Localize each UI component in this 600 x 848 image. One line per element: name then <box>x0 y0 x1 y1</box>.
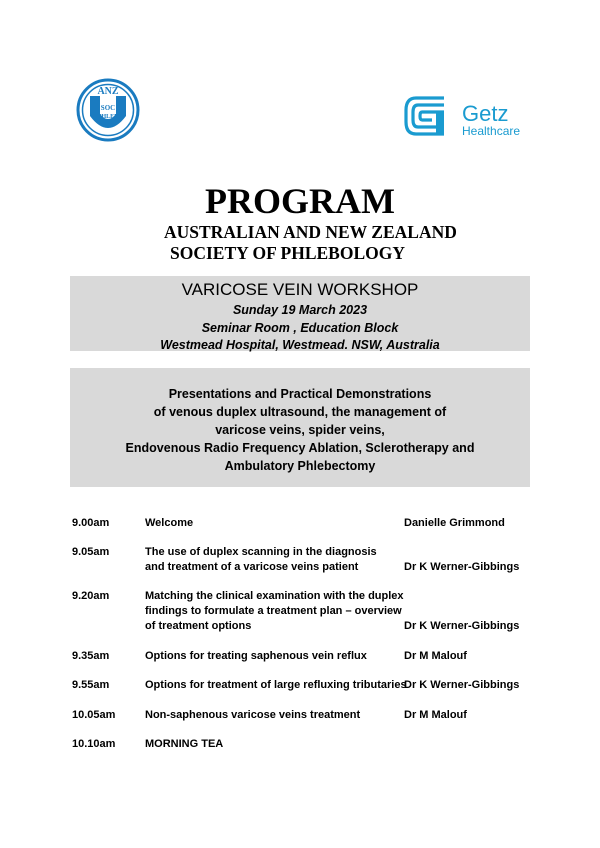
workshop-venue: Seminar Room , Education Block <box>201 321 399 335</box>
anz-logo-text-top: ANZ <box>97 86 119 97</box>
presentations-box <box>70 368 530 487</box>
schedule-description: Options for treating saphenous vein reflux <box>145 650 367 662</box>
schedule-description: Options for treatment of large refluxing tributaries <box>145 679 407 691</box>
society-name-line-2: SOCIETY OF PHLEBOLOGY <box>170 243 405 263</box>
schedule-time: 9.55am <box>72 679 110 691</box>
schedule-description: MORNING TEA <box>145 738 224 750</box>
schedule-description: findings to formulate a treatment plan – overview <box>145 605 402 617</box>
schedule-description: of treatment options <box>145 620 252 632</box>
anz-logo-text-bottom: PHLEB <box>97 114 119 120</box>
schedule-time: 9.00am <box>72 517 110 529</box>
schedule-time: 9.05am <box>72 546 110 558</box>
schedule-description: Non-saphenous varicose veins treatment <box>145 709 361 721</box>
presentations-line: Ambulatory Phlebectomy <box>224 459 376 473</box>
society-name-line-1: AUSTRALIAN AND NEW ZEALAND <box>164 222 457 242</box>
schedule-speaker: Dr K Werner-Gibbings <box>404 620 520 632</box>
schedule-time: 10.05am <box>72 709 116 721</box>
schedule-time: 9.35am <box>72 650 110 662</box>
presentations-line: of venous duplex ultrasound, the management of <box>153 405 447 419</box>
presentations-line: Endovenous Radio Frequency Ablation, Sclerotherapy and <box>125 441 475 455</box>
workshop-info-box <box>70 276 530 351</box>
workshop-date: Sunday 19 March 2023 <box>232 303 368 317</box>
anz-logo-text-mid: SOC <box>100 104 116 112</box>
schedule-description: and treatment of a varicose veins patient <box>145 561 359 573</box>
anz-soc-phleb-logo <box>76 78 140 142</box>
schedule-description: The use of duplex scanning in the diagnosis <box>145 546 377 558</box>
getz-healthcare-logo <box>402 92 530 140</box>
presentations-line: varicose veins, spider veins, <box>215 423 385 437</box>
schedule-description: Matching the clinical examination with the duplex <box>145 590 404 602</box>
schedule-speaker: Dr M Malouf <box>404 709 467 721</box>
schedule-time: 10.10am <box>72 738 116 750</box>
workshop-title: VARICOSE VEIN WORKSHOP <box>181 280 419 299</box>
workshop-hospital: Westmead Hospital, Westmead. NSW, Australia <box>160 338 440 352</box>
page-title: PROGRAM <box>205 181 395 221</box>
getz-logo-sub: Healthcare <box>462 124 521 138</box>
schedule-time: 9.20am <box>72 590 110 602</box>
presentations-description <box>70 385 530 475</box>
schedule-description: Welcome <box>145 517 194 529</box>
schedule-speaker: Dr K Werner-Gibbings <box>404 561 520 573</box>
schedule-speaker: Danielle Grimmond <box>404 517 505 529</box>
schedule-speaker: Dr M Malouf <box>404 650 467 662</box>
getz-logo-name: Getz <box>462 101 509 126</box>
schedule-speaker: Dr K Werner-Gibbings <box>404 679 520 691</box>
presentations-line: Presentations and Practical Demonstrations <box>168 387 432 401</box>
